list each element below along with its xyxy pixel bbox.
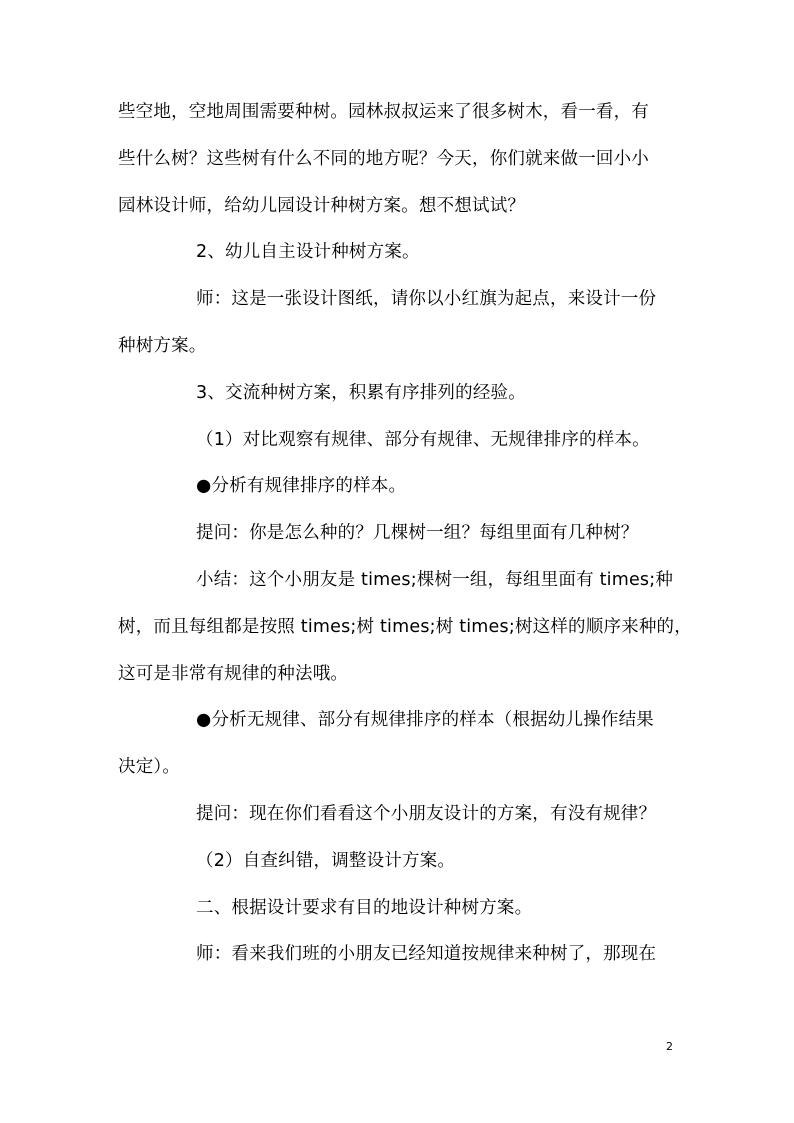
text-line-19: 师：看来我们班的小朋友已经知道按规律来种树了，那现在 (196, 944, 657, 964)
text-line-15: 决定）。 (118, 757, 181, 777)
text-line-1: 些空地，空地周围需要种树。园林叔叔运来了很多树木，看一看，有 (118, 102, 649, 122)
text-line-12: 树，而且每组都是按照 times;树 times;树 times;树这样的顺序来种的， (118, 617, 692, 637)
text-line-2: 些什么树？这些树有什么不同的地方呢？今天，你们就来做一回小小 (118, 149, 649, 169)
text-line-18: 二、根据设计要求有目的地设计种树方案。 (196, 898, 533, 918)
text-line-17: （2）自查纠错，调整设计方案。 (196, 851, 456, 871)
text-line-6: 种树方案。 (118, 336, 207, 356)
text-line-8: （1）对比观察有规律、部分有规律、无规律排序的样本。 (196, 430, 650, 450)
text-line-4: 2、幼儿自主设计种树方案。 (196, 242, 420, 262)
text-line-14: ●分析无规律、部分有规律排序的样本（根据幼儿操作结果 (196, 710, 654, 730)
text-line-16: 提问：现在你们看看这个小朋友设计的方案，有没有规律？ (196, 804, 657, 824)
text-line-10: 提问：你是怎么种的？几棵树一组？每组里面有几种树？ (196, 523, 639, 543)
text-line-7: 3、交流种树方案，积累有序排列的经验。 (196, 383, 526, 403)
page-number: 2 (666, 1040, 673, 1053)
text-line-13: 这可是非常有规律的种法哦。 (118, 664, 349, 684)
text-line-3: 园林设计师，给幼儿园设计种树方案。想不想试试？ (118, 196, 526, 216)
text-line-11: 小结：这个小朋友是 times;棵树一组，每组里面有 times;种 (196, 570, 674, 590)
text-line-9: ●分析有规律排序的样本。 (196, 476, 407, 496)
text-line-5: 师：这是一张设计图纸，请你以小红旗为起点，来设计一份 (196, 289, 657, 309)
